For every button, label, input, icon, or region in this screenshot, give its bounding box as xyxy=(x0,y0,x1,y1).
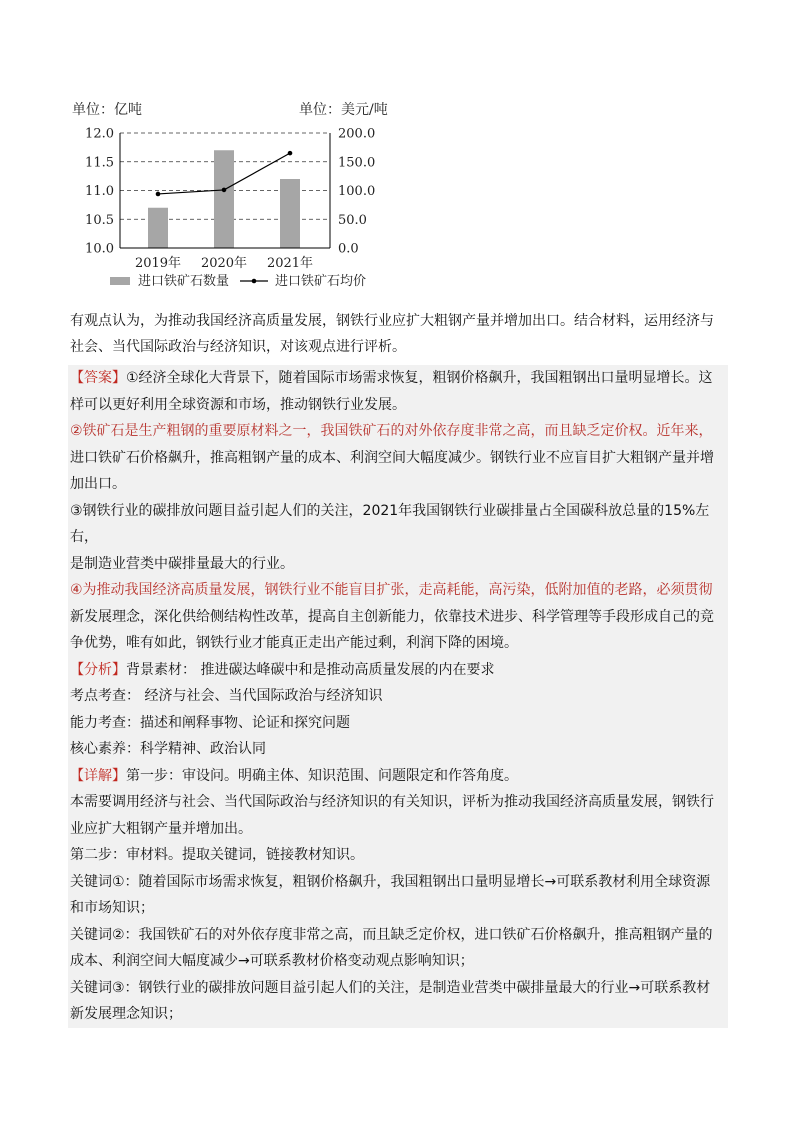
answer-text: 争优势，唯有如此，钢铁行业才能真正走出产能过剩，利润下降的困境。 xyxy=(70,635,518,651)
right-tick-label: 150.0 xyxy=(338,155,376,171)
left-tick-label: 12.0 xyxy=(85,126,114,142)
iron-ore-chart xyxy=(62,95,407,300)
answer-text: 是制造业营类中碳排量最大的行业。 xyxy=(70,555,294,572)
line-point xyxy=(156,192,161,197)
question-text xyxy=(70,308,730,360)
right-tick-label: 0.0 xyxy=(338,241,359,257)
bar xyxy=(214,150,234,248)
right-tick-label: 200.0 xyxy=(338,126,376,142)
detail-text: 关键词③：钢铁行业的碳排放问题目益引起人们的关注，是制造业营类中碳排量最大的行业→可联系教材 xyxy=(70,979,711,996)
analysis-tag: 【分析】 xyxy=(70,661,126,678)
line-point xyxy=(288,151,293,156)
legend-line-marker xyxy=(252,279,257,284)
left-tick-label: 10.5 xyxy=(85,212,114,228)
answer-block xyxy=(68,365,728,1028)
detail-text: 和市场知识； xyxy=(70,900,154,916)
detail-text: 关键词①：随着国际市场需求恢复，粗钢价格飙升，我国粗钢出口量明显增长→可联系教材利用全球资源 xyxy=(70,873,711,890)
analysis-text: 考点考查： 经济与社会、当代国际政治与经济知识 xyxy=(70,688,383,704)
right-tick-label: 50.0 xyxy=(338,212,367,228)
detail-text: 新发展理念知识； xyxy=(70,1006,182,1022)
legend-label: 进口铁矿石数量 xyxy=(138,274,230,289)
x-tick-label: 2019年 xyxy=(134,256,182,271)
x-tick-label: 2021年 xyxy=(266,256,314,271)
right-axis-label: 单位：美元/吨 xyxy=(299,102,388,118)
left-tick-label: 10.0 xyxy=(85,241,114,257)
detail-text: 第一步：审设问。明确主体、知识范围、问题限定和作答角度。 xyxy=(126,767,518,784)
bar xyxy=(280,179,300,248)
detail-text: 业应扩大粗钢产量并增加出。 xyxy=(70,820,252,837)
detail-text: 第二步：审材料。提取关键词，链接教材知识。 xyxy=(70,847,364,863)
answer-text: ②铁矿石是生产粗钢的重要原材料之一，我国铁矿石的对外依存度非常之高，而且缺乏定价权。近年来， xyxy=(70,423,713,439)
answer-p1 xyxy=(70,365,726,392)
detail-text: 关键词②：我国铁矿石的对外依存度非常之高，而且缺乏定价权，进口铁矿石价格飙升，推高粗钢产量的 xyxy=(70,926,713,943)
detail-tag: 【详解】 xyxy=(70,767,126,784)
answer-text: 新发展理念，深化供给侧结构性改革，提高自主创新能力，依靠技术进步、科学管理等手段形成自己的竞 xyxy=(70,608,714,625)
answer-text: ①经济全球化大背景下，随着国际市场需求恢复，粗钢价格飙升，我国粗钢出口量明显增长。这 xyxy=(126,370,713,386)
left-tick-label: 11.5 xyxy=(85,155,114,171)
answer-text: 样可以更好利用全球资源和市场，推动钢铁行业发展。 xyxy=(70,396,406,413)
answer-text: 加出口。 xyxy=(70,476,126,492)
left-tick-label: 11.0 xyxy=(85,184,114,199)
question-line: 社会、当代国际政治与经济知识，对该观点进行评析。 xyxy=(70,339,406,355)
detail-text: 成本、利润空间大幅度减少→可联系教材价格变动观点影响知识； xyxy=(70,953,474,969)
question-line: 有观点认为，为推动我国经济高质量发展，钢铁行业应扩大粗钢产量并增加出口。结合材料，运用经济与 xyxy=(70,313,714,329)
analysis-text: 能力考查：描述和阐释事物、论证和探究问题 xyxy=(70,714,350,731)
answer-text: ④为推动我国经济高质量发展，钢铁行业不能盲目扩张，走高耗能，高污染，低附加值的老路，必须贯彻 xyxy=(70,582,713,598)
detail-text: 本需要调用经济与社会、当代国际政治与经济知识的有关知识，评析为推动我国经济高质量发展，钢铁行 xyxy=(70,794,714,810)
detail-line xyxy=(70,763,726,790)
answer-tag: 【答案】 xyxy=(70,370,126,386)
bar xyxy=(148,208,168,248)
answer-text: ③钢铁行业的碳排放问题目益引起人们的关注，2021年我国钢铁行业碳排量占全国碳科放总量的15%左右， xyxy=(70,502,710,545)
analysis-text: 核心素养：科学精神、政治认同 xyxy=(70,741,266,757)
line-point xyxy=(222,188,227,193)
legend-label: 进口铁矿石均价 xyxy=(275,274,367,289)
chart-svg xyxy=(62,95,407,300)
left-axis-label: 单位：亿吨 xyxy=(72,102,142,118)
answer-text: 进口铁矿石价格飙升，推高粗钢产量的成本、利润空间大幅度减少。钢铁行业不应盲目扩大粗钢产量并增 xyxy=(70,449,714,466)
analysis-text: 背景素材： 推进碳达峰碳中和是推动高质量发展的内在要求 xyxy=(126,661,495,678)
x-tick-label: 2020年 xyxy=(200,256,248,271)
legend-bar-swatch xyxy=(110,277,130,285)
analysis-line xyxy=(70,657,726,684)
right-tick-label: 100.0 xyxy=(338,184,376,199)
